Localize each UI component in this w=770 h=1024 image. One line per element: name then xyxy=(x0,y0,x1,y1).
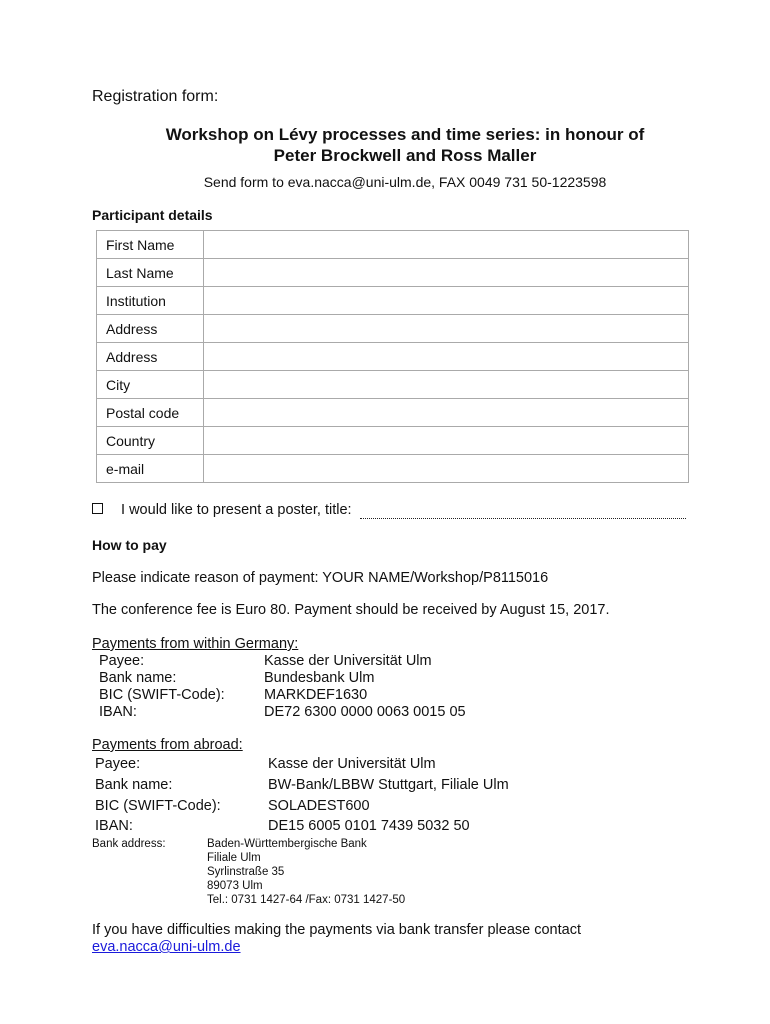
bank-address-line: Syrlinstraße 35 xyxy=(207,866,285,878)
table-row xyxy=(97,427,689,455)
bank-address-line: 89073 Ulm xyxy=(207,880,263,892)
workshop-title-line1: Workshop on Lévy processes and time series: in honour of xyxy=(165,125,645,144)
bank-address-line: Filiale Ulm xyxy=(207,852,261,864)
abroad-bic-value: SOLADEST600 xyxy=(268,798,370,814)
payment-reason: Please indicate reason of payment: YOUR NAME/Workshop/P8115016 xyxy=(92,570,549,586)
conference-fee: The conference fee is Euro 80. Payment should be received by August 15, 2017. xyxy=(92,602,610,618)
email-field[interactable] xyxy=(204,455,689,483)
field-label: Country xyxy=(97,427,204,455)
how-to-pay-heading: How to pay xyxy=(92,537,167,553)
field-label: e-mail xyxy=(97,455,204,483)
poster-row xyxy=(92,502,686,519)
abroad-payee-value: Kasse der Universität Ulm xyxy=(268,756,436,772)
send-form-instructions: Send form to eva.nacca@uni-ulm.de, FAX 0049 731 50-1223598 xyxy=(203,174,607,190)
field-label: First Name xyxy=(97,231,204,259)
city-field[interactable] xyxy=(204,371,689,399)
germany-payee-label: Payee: xyxy=(99,653,145,669)
address-field-1[interactable] xyxy=(204,315,689,343)
postal-code-field[interactable] xyxy=(204,399,689,427)
abroad-payee-label: Payee: xyxy=(95,756,141,772)
last-name-field[interactable] xyxy=(204,259,689,287)
abroad-iban-value: DE15 6005 0101 7439 5032 50 xyxy=(268,818,470,834)
field-label: Institution xyxy=(97,287,204,315)
table-row xyxy=(97,343,689,371)
bank-address-label: Bank address: xyxy=(92,838,166,850)
first-name-field[interactable] xyxy=(204,231,689,259)
germany-payee-value: Kasse der Universität Ulm xyxy=(264,653,432,669)
table-row xyxy=(97,259,689,287)
address-field-2[interactable] xyxy=(204,343,689,371)
abroad-bank-name-label: Bank name: xyxy=(95,777,173,793)
germany-iban-value: DE72 6300 0000 0063 0015 05 xyxy=(264,704,466,720)
field-label: Last Name xyxy=(97,259,204,287)
table-row xyxy=(97,315,689,343)
bank-address-line: Baden-Württembergische Bank xyxy=(207,838,367,850)
germany-bank-name-value: Bundesbank Ulm xyxy=(264,670,375,686)
table-row xyxy=(97,231,689,259)
workshop-title-line2: Peter Brockwell and Ross Maller xyxy=(273,146,537,165)
field-label: Address xyxy=(97,315,204,343)
germany-iban-label: IBAN: xyxy=(99,704,137,720)
form-heading: Registration form: xyxy=(92,88,219,105)
participant-details-table xyxy=(96,230,689,483)
poster-label: I would like to present a poster, title: xyxy=(121,502,352,518)
abroad-bic-label: BIC (SWIFT-Code): xyxy=(95,798,221,814)
abroad-iban-label: IBAN: xyxy=(95,818,133,834)
contact-text: If you have difficulties making the payments via bank transfer please contact xyxy=(92,922,581,938)
institution-field[interactable] xyxy=(204,287,689,315)
germany-bic-label: BIC (SWIFT-Code): xyxy=(99,687,225,703)
participant-details-heading: Participant details xyxy=(92,207,213,223)
germany-bank-name-label: Bank name: xyxy=(99,670,177,686)
abroad-payments-heading: Payments from abroad: xyxy=(92,737,243,753)
bank-address-line: Tel.: 0731 1427-64 /Fax: 0731 1427-50 xyxy=(207,894,406,906)
field-label: Address xyxy=(97,343,204,371)
field-label: City xyxy=(97,371,204,399)
contact-email-link[interactable]: eva.nacca@uni-ulm.de xyxy=(92,939,241,955)
germany-payments-heading: Payments from within Germany: xyxy=(92,636,299,652)
field-label: Postal code xyxy=(97,399,204,427)
abroad-bank-name-value: BW-Bank/LBBW Stuttgart, Filiale Ulm xyxy=(268,777,509,793)
table-row xyxy=(97,399,689,427)
poster-checkbox[interactable] xyxy=(92,503,103,514)
germany-bic-value: MARKDEF1630 xyxy=(264,687,368,703)
poster-title-field[interactable] xyxy=(360,502,686,519)
table-row xyxy=(97,371,689,399)
country-field[interactable] xyxy=(204,427,689,455)
table-row xyxy=(97,287,689,315)
table-row xyxy=(97,455,689,483)
